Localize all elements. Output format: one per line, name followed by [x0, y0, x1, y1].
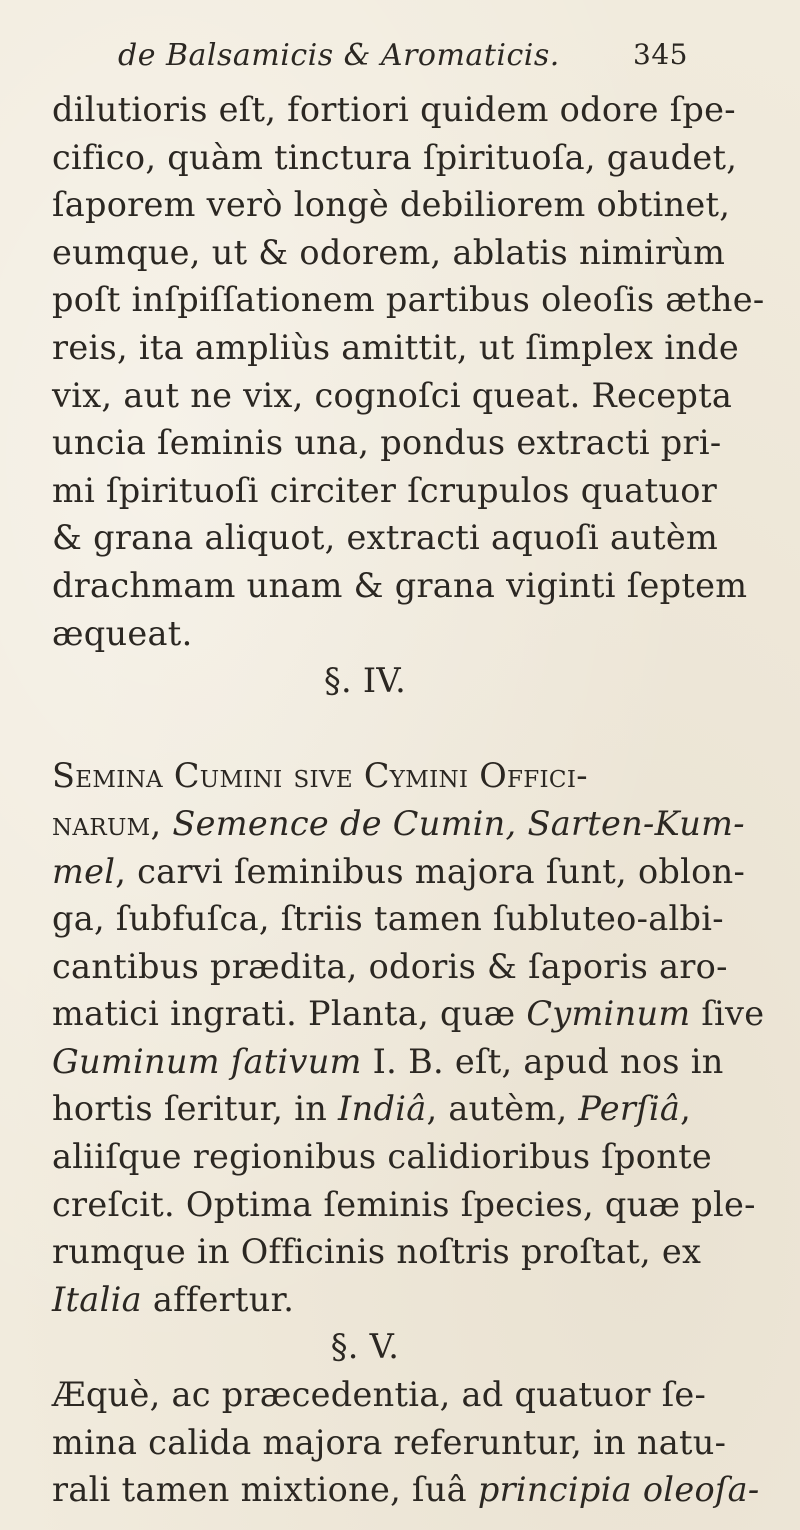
text-line: æqueat. [52, 613, 193, 653]
text-segment-italic: Cyminum [526, 994, 691, 1034]
text-segment: hortis ſeritur, in [52, 1089, 339, 1129]
running-header [118, 38, 688, 73]
text-line [52, 848, 768, 896]
text-line [52, 990, 768, 1038]
text-segment: affertur. [141, 1279, 295, 1319]
text-line: drachmam unam & grana viginti ſeptem [52, 565, 748, 605]
text-line: creſcit. Optima ſeminis ſpecies, quæ ple- [52, 1184, 756, 1224]
body-text [52, 86, 768, 1514]
text-segment-italic: Indiâ [338, 1089, 427, 1129]
text-segment: I. B. eſt, apud nos in [361, 1041, 724, 1081]
text-line [52, 800, 768, 848]
text-line: mina calida majora referuntur, in natu- [52, 1422, 727, 1462]
text-segment: , autèm, [426, 1089, 579, 1129]
text-line: & grana aliquot, extracti aquoſi autèm [52, 518, 719, 558]
section-heading: §. IV. [323, 661, 407, 701]
text-line: poſt inſpiſſationem partibus oleoſis æthe- [52, 280, 765, 320]
text-line [52, 1038, 768, 1086]
text-line: ſaporem verò longè debiliorem obtinet, [52, 185, 731, 225]
text-segment: matici ingrati. Planta, quæ [52, 994, 527, 1034]
text-segment: narum, [52, 803, 173, 843]
text-line: Æquè, ac præcedentia, ad quatuor ſe- [52, 1375, 707, 1415]
text-line: cifico, quàm tinctura ſpirituoſa, gaudet, [52, 137, 738, 177]
text-line: aliiſque regionibus calidioribus ſponte [52, 1137, 712, 1177]
text-line: mi ſpirituoſi circiter ſcrupulos quatuor [52, 470, 718, 510]
text-line [52, 1085, 768, 1133]
text-line: uncia ſeminis una, pondus extracti pri- [52, 423, 722, 463]
text-line [52, 1276, 768, 1324]
text-line: cantibus prædita, odoris & ſaporis aro- [52, 946, 728, 986]
text-segment: , [680, 1089, 692, 1129]
text-line: vix, aut ne vix, cognoſci queat. Recepta [52, 375, 733, 415]
text-segment: ſive [690, 994, 765, 1034]
running-title: de Balsamicis & Aromaticis. [118, 38, 560, 73]
text-segment-italic: principia oleoſa- [477, 1470, 760, 1510]
text-line: reis, ita ampliùs amittit, ut ſimplex inde [52, 327, 739, 367]
text-line: dilutioris eſt, fortiori quidem odore ſpe- [52, 90, 736, 129]
text-line: eumque, ut & odorem, ablatis nimirùm [52, 232, 726, 272]
text-segment-italic: Guminum ſativum [52, 1041, 362, 1081]
blank-line [52, 705, 768, 753]
text-segment-italic: Semence de Cumin, Sarten-Kum- [172, 803, 745, 843]
text-segment: , carvi ſeminibus majora ſunt, oblon- [115, 851, 746, 891]
section-heading: §. V. [330, 1327, 400, 1367]
text-line: Semina Cumini ſive Cymini Offici- [52, 756, 588, 796]
text-line [52, 1466, 768, 1514]
text-line: ga, ſubfuſca, ſtriis tamen ſubluteo-albi- [52, 899, 724, 939]
page-number: 345 [633, 38, 688, 71]
text-segment: rali tamen mixtione, ſuâ [52, 1470, 478, 1510]
text-segment-italic: Perſiâ [578, 1089, 681, 1129]
text-segment-italic: mel [52, 851, 116, 891]
text-line: rumque in Officinis noſtris proſtat, ex [52, 1232, 702, 1272]
text-segment-italic: Italia [52, 1279, 142, 1319]
